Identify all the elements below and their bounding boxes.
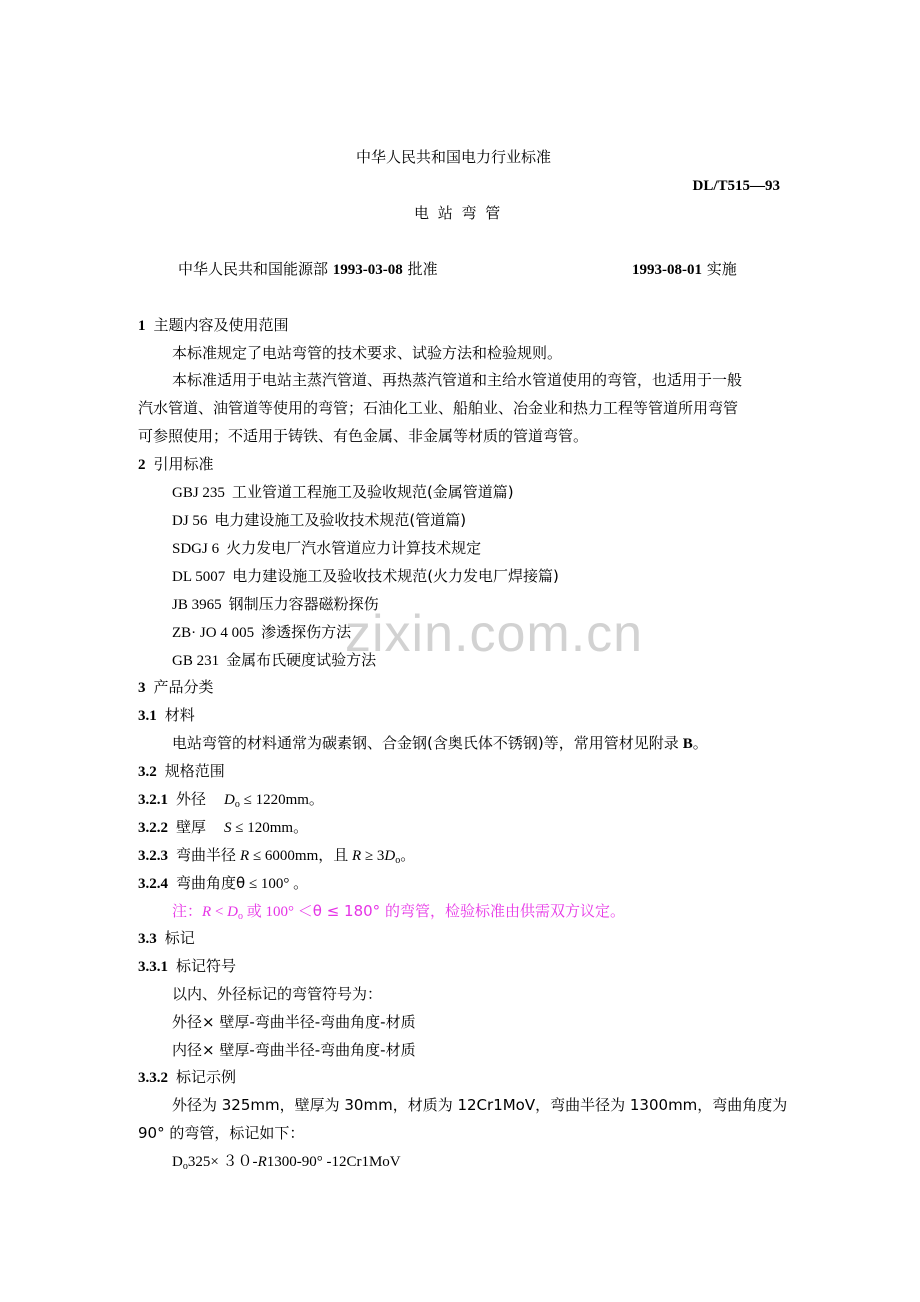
- symbol: D: [384, 848, 396, 864]
- watermark: zixin.com.cn: [345, 605, 644, 663]
- section-title: 规格范围: [164, 762, 225, 780]
- reference-item: [172, 594, 379, 615]
- reference-code: DL 5007: [172, 569, 226, 585]
- example-marking: [172, 1151, 401, 1172]
- text: 。: [692, 734, 708, 752]
- section-1-para-2-line-3: 可参照使用；不适用于铸铁、有色金属、非金属等材质的管道弯管。: [138, 427, 589, 445]
- spec-value: ≤ 6000mm，且: [249, 848, 353, 864]
- subscript: o: [182, 1161, 188, 1172]
- section-number: 3.1: [138, 708, 157, 724]
- approved-by: 中华人民共和国能源部: [178, 260, 329, 278]
- section-number: 1: [138, 318, 146, 334]
- section-number: 3.2.4: [138, 876, 168, 892]
- section-title: 产品分类: [153, 678, 214, 696]
- approval-line: [178, 259, 438, 280]
- spec-label: 壁厚: [176, 818, 207, 836]
- section-1-para-2-line-2: 汽水管道、油管道等使用的弯管；石油化工业、船舶业、冶金业和热力工程等管道所用弯管: [138, 399, 739, 417]
- reference-code: GBJ 235: [172, 485, 225, 501]
- spec-wall-thickness: [138, 817, 308, 838]
- reference-item: [172, 510, 466, 531]
- spec-value: ≥ 3: [361, 848, 385, 864]
- section-number: 3.2.3: [138, 848, 168, 864]
- marking-intro: 以内、外径标记的弯管符号为：: [172, 985, 383, 1003]
- symbol: D: [227, 904, 238, 920]
- reference-name: 电力建设施工及验收技术规范(火力发电厂焊接篇): [232, 567, 559, 585]
- section-title: 标记示例: [176, 1068, 237, 1086]
- section-3-3-2-heading: [138, 1067, 236, 1088]
- spec-bend-radius: [138, 845, 415, 866]
- section-3-3-1-heading: [138, 956, 236, 977]
- section-number: 3.3.1: [138, 959, 168, 975]
- text: 电站弯管的材料通常为碳素钢、合金钢(含奥氏体不锈钢)等，常用管材见附录: [172, 734, 679, 752]
- note-prefix: 注：: [172, 902, 203, 920]
- spec-outer-diameter: [138, 789, 324, 810]
- reference-name: 火力发电厂汽水管道应力计算技术规定: [226, 539, 482, 557]
- subscript: o: [395, 855, 401, 866]
- section-number: 3.2.2: [138, 820, 168, 836]
- section-title: 主题内容及使用范围: [153, 316, 289, 334]
- approved-date: 1993-03-08: [332, 262, 403, 278]
- section-number: 3.3: [138, 931, 157, 947]
- spec-value: 。: [400, 846, 416, 864]
- section-2-heading: [138, 454, 214, 475]
- section-title: 引用标准: [153, 455, 214, 473]
- reference-item: [172, 566, 559, 587]
- reference-name: 金属布氏硬度试验方法: [226, 651, 377, 669]
- spec-label: 弯曲半径: [176, 846, 237, 864]
- spec-note: [172, 901, 625, 922]
- reference-item: [172, 622, 351, 643]
- note-text: 或 100° ＜: [243, 904, 313, 920]
- note-text: <: [211, 904, 228, 920]
- example-text: 325× ３０-: [187, 1154, 258, 1170]
- section-number: 3.2: [138, 764, 157, 780]
- reference-name: 电力建设施工及验收技术规范(管道篇): [214, 511, 467, 529]
- section-1-heading: [138, 315, 289, 336]
- section-1-para-2-line-1: 本标准适用于电站主蒸汽管道、再热蒸汽管道和主给水管道使用的弯管，也适用于一般: [172, 371, 743, 389]
- approved-suffix: 批准: [407, 260, 438, 278]
- section-title: 材料: [164, 706, 195, 724]
- spec-label: 弯曲角度: [176, 874, 237, 892]
- note-text: ≤ 180° 的弯管，检验标准由供需双方议定。: [321, 902, 625, 920]
- section-number: 3: [138, 680, 146, 696]
- effective-line: [632, 259, 737, 280]
- standard-org: 中华人民共和国电力行业标准: [356, 148, 552, 166]
- marking-format-outer: 外径× 壁厚-弯曲半径-弯曲角度-材质: [172, 1013, 416, 1031]
- section-3-1-text: [172, 733, 708, 754]
- section-3-heading: [138, 677, 214, 698]
- effective-suffix: 实施: [706, 260, 737, 278]
- reference-code: ZB· JO 4 005: [172, 625, 255, 641]
- reference-code: DJ 56: [172, 513, 208, 529]
- section-number: 3.2.1: [138, 792, 168, 808]
- reference-code: JB 3965: [172, 597, 222, 613]
- reference-name: 工业管道工程施工及验收规范(金属管道篇): [231, 483, 514, 501]
- section-number: 2: [138, 457, 146, 473]
- spec-value: ≤ 120mm。: [231, 820, 309, 836]
- symbol: R: [240, 848, 250, 864]
- reference-item: [172, 482, 514, 503]
- subscript: o: [238, 911, 243, 922]
- appendix-ref: B: [682, 736, 693, 752]
- symbol: R: [352, 848, 362, 864]
- symbol: D: [224, 792, 235, 808]
- example-text: 1300-90° -12Cr1MoV: [266, 1154, 401, 1170]
- reference-item: [172, 538, 481, 559]
- document-title: 电 站 弯 管: [414, 204, 503, 222]
- example-line-1: 外径为 325mm，壁厚为 30mm，材质为 12Cr1MoV，弯曲半径为 1300mm，弯曲角度为: [172, 1096, 788, 1114]
- symbol: θ: [236, 874, 246, 892]
- reference-code: SDGJ 6: [172, 541, 220, 557]
- reference-code: GB 231: [172, 653, 220, 669]
- spec-value: ≤ 100° 。: [245, 876, 309, 892]
- marking-format-inner: 内径× 壁厚-弯曲半径-弯曲角度-材质: [172, 1041, 416, 1059]
- section-title: 标记符号: [176, 957, 237, 975]
- symbol: θ: [312, 902, 322, 920]
- effective-date: 1993-08-01: [632, 262, 702, 278]
- reference-item: [172, 650, 376, 671]
- spec-label: 外径: [176, 790, 207, 808]
- symbol: R: [257, 1154, 267, 1170]
- section-title: 标记: [164, 929, 195, 947]
- spec-value: ≤ 1220mm。: [239, 792, 324, 808]
- subscript: o: [234, 799, 240, 810]
- section-3-3-heading: [138, 928, 195, 949]
- reference-name: 渗透探伤方法: [261, 623, 352, 641]
- standard-code: DL/T515—93: [692, 178, 780, 194]
- symbol: R: [202, 904, 212, 920]
- section-3-2-heading: [138, 761, 225, 782]
- section-number: 3.3.2: [138, 1070, 168, 1086]
- symbol: S: [224, 820, 232, 836]
- reference-name: 钢制压力容器磁粉探伤: [228, 595, 379, 613]
- example-line-2: 90° 的弯管，标记如下：: [138, 1124, 305, 1142]
- spec-bend-angle: [138, 873, 308, 894]
- section-3-1-heading: [138, 705, 195, 726]
- example-text: D: [172, 1154, 183, 1170]
- section-1-para-1: 本标准规定了电站弯管的技术要求、试验方法和检验规则。: [172, 344, 563, 362]
